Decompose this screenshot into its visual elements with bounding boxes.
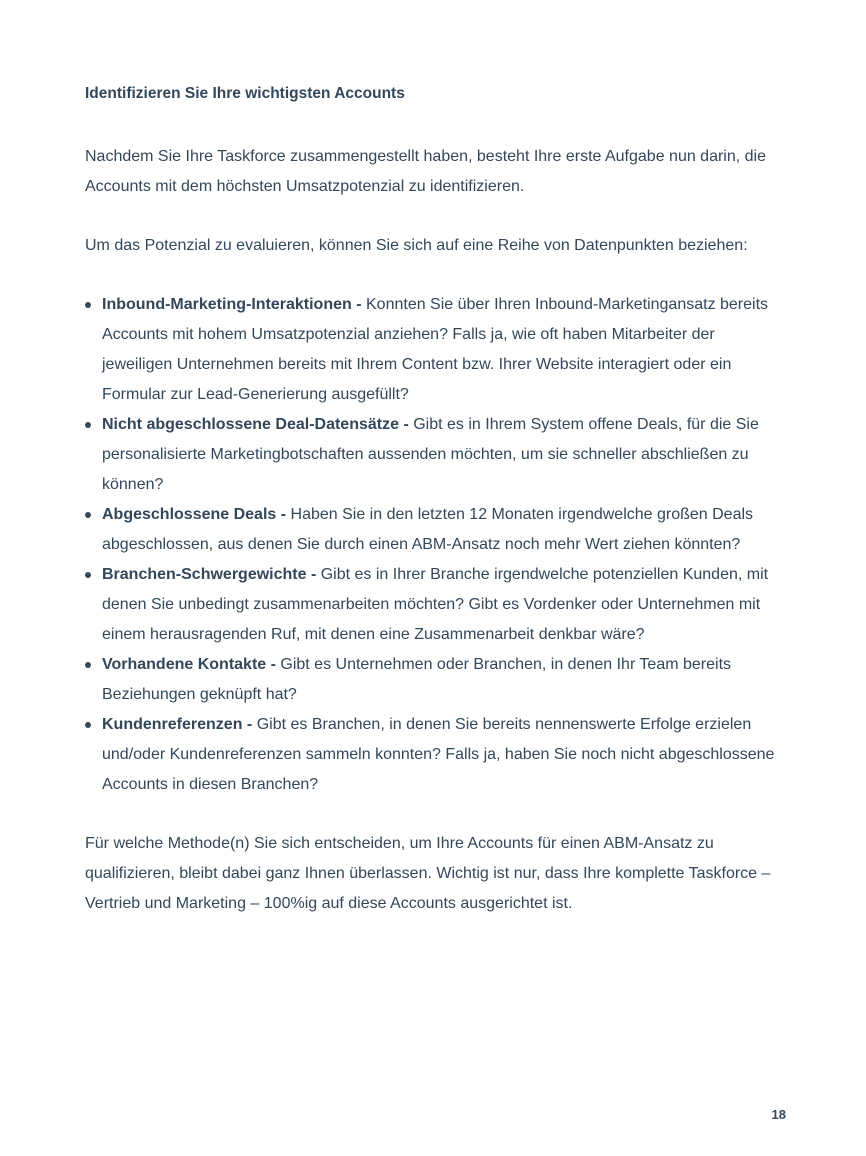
list-item-text: Haben Sie in den letzten 12 Monaten irgendwelche großen Deals abgeschlossen, aus denen Sie durch einen ABM-Ansatz noch mehr Wert ziehen könnten? [102,506,754,553]
list-item [85,560,785,650]
list-item-term: Branchen-Schwergewichte - [102,566,321,583]
list-item-text: Gibt es in Ihrer Branche irgendwelche potenziellen Kunden, mit denen Sie unbedingt zusammenarbeiten möchten? Gibt es Vordenker oder Unternehmen mit einem herausragenden Ruf, mit denen eine Zusammenarbeit denkbar wäre? [102,566,769,643]
list-item-term: Inbound-Marketing-Interaktionen - [102,296,366,313]
list-item-text: Konnten Sie über Ihren Inbound-Marketingansatz bereits Accounts mit hohem Umsatzpotenzial anziehen? Falls ja, wie oft haben Mitarbeiter der jeweiligen Unternehmen bereits mit Ihrem Content bzw. Ihrer Website interagiert oder ein Formular zur Lead-Generierung ausgefüllt? [102,296,769,403]
list-item [85,710,785,800]
list-item-text: Gibt es Unternehmen oder Branchen, in denen Ihr Team bereits Beziehungen geknüpft hat? [102,656,732,703]
list-item [85,500,785,560]
list-item-term: Abgeschlossene Deals - [102,506,291,523]
document-page [85,83,785,919]
list-item-term: Kundenreferenzen - [102,716,257,733]
bullet-icon [85,512,91,518]
list-item-text: Gibt es in Ihrem System offene Deals, für die Sie personalisierte Marketingbotschaften aussenden möchten, um sie schneller abschließen zu können? [102,416,759,493]
datapoints-intro-paragraph: Um das Potenzial zu evaluieren, können Sie sich auf eine Reihe von Datenpunkten beziehen: [85,237,748,254]
closing-paragraph: Für welche Methode(n) Sie sich entscheiden, um Ihre Accounts für einen ABM-Ansatz zu qualifizieren, bleibt dabei ganz Ihnen überlassen. Wichtig ist nur, dass Ihre komplette Taskforce – Vertrieb und Marketing – 100%ig auf diese Accounts ausgerichtet ist. [85,835,771,912]
bullet-icon [85,572,91,578]
section-heading: Identifizieren Sie Ihre wichtigsten Accounts [85,85,405,102]
bullet-icon [85,422,91,428]
page-number: 18 [771,1107,786,1122]
list-item [85,290,785,410]
list-item-term: Vorhandene Kontakte - [102,656,281,673]
list-item [85,650,785,710]
list-item-text: Gibt es Branchen, in denen Sie bereits nennenswerte Erfolge erzielen und/oder Kundenreferenzen sammeln konnten? Falls ja, haben Sie noch nicht abgeschlossene Accounts in diesen Branchen? [102,716,775,793]
list-item-term: Nicht abgeschlossene Deal-Datensätze - [102,416,414,433]
datapoints-list [85,290,785,800]
list-item [85,410,785,500]
bullet-icon [85,302,91,308]
intro-paragraph: Nachdem Sie Ihre Taskforce zusammengestellt haben, besteht Ihre erste Aufgabe nun darin, die Accounts mit dem höchsten Umsatzpotenzial zu identifizieren. [85,148,766,195]
bullet-icon [85,662,91,668]
bullet-icon [85,722,91,728]
